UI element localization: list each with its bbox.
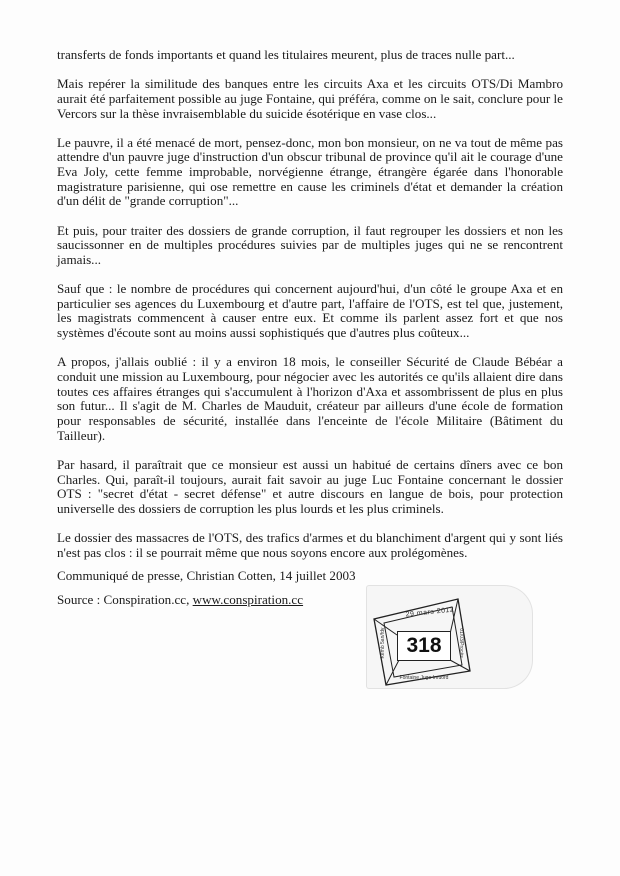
paragraph-7: Par hasard, il paraîtrait que ce monsieur est aussi un habitué de certains dîners avec ce bon Charles. Qui, paraît-il toujours, aurait fait savoir au juge Luc Fontaine concernant le dossier OTS : "secret d'état - secret défense" et autre discours en langue de bois, pour protection universelle des dossiers de corruption les plus lourds et les plus criminels. — [57, 456, 563, 516]
stamp-bottom-text: Fontaine Jugo Inruord — [399, 675, 449, 681]
document-body — [57, 48, 563, 622]
paragraph-2: Mais repérer la similitude des banques entre les circuits Axa et les circuits OTS/Di Mambro aurait été parfaitement possible au juge Fontaine, qui préféra, comme on le sait, conclure pour le Vercors sur la thèse invraisemblable du suicide ésotérique en vase clos... — [57, 76, 563, 121]
stamp-right-text: 01/03/Procès — [458, 628, 464, 658]
paragraph-8: Le dossier des massacres de l'OTS, des trafics d'armes et du blanchiment d'argent qui y sont liés n'est pas clos : il se pourrait même que nous soyons encore aux prolégomènes. — [57, 530, 563, 560]
source-link[interactable]: www.conspiration.cc — [192, 592, 304, 608]
paragraph-6: A propos, j'allais oublié : il y a environ 18 mois, le conseiller Sécurité de Claude Bébéar a conduit une mission au Luxembourg, pour négocier avec les autorités ce qu'ils allaient dire dans toutes ces affaires étranges qui s'accumulent à l'horizon d'Axa et assombrissent de plus en plus son futur... Il s'agit de M. Charles de Mauduit, créateur par ailleurs d'une école de formation pour responsables de sécurité, installée dans l'enceinte de l'école Militaire (Bâtiment du Tailleur). — [57, 354, 563, 443]
stamp-number: 318 — [397, 631, 451, 661]
stamp-date: 29 mars 2012 — [405, 606, 455, 619]
paragraph-4: Et puis, pour traiter des dossiers de grande corruption, il faut regrouper les dossiers et non les saucissonner en de multiples procédures suivies par de multiples juges qui ne se rencontrent jamais... — [57, 222, 563, 267]
paragraph-5: Sauf que : le nombre de procédures qui concernent aujourd'hui, d'un côté le groupe Axa et en particulier ses agences du Luxembourg et d'autre part, l'affaire de l'OTS, est tel que, justement, les magistrats commencent à causer entre eux. Et comme ils parlent assez fort et que nos systèmes d'écoute sont au moins aussi sophistiqués que d'autres plus coûteux... — [57, 281, 563, 341]
registration-stamp — [372, 597, 472, 687]
stamp-left-text: Kemb 5an/fdv — [380, 627, 386, 659]
paragraph-3: Le pauvre, il a été menacé de mort, pensez-donc, mon bon monsieur, on ne va tout de même pas attendre d'un pauvre juge d'instruction d'un obscur tribunal de province qu'il ait le courage d'une Eva Joly, cette femme improbable, norvégienne étrange, étrangère égarée dans l'honorable magistrature parisienne, qui ose remettre en cause les criminels d'état et demander la création d'un délit de "grande corruption"... — [57, 134, 563, 209]
source-prefix: Source : Conspiration.cc, — [57, 592, 193, 608]
press-release-credit: Communiqué de presse, Christian Cotten, 14 juillet 2003 — [57, 568, 356, 584]
paragraph-1: transferts de fonds importants et quand les titulaires meurent, plus de traces nulle part... — [57, 47, 515, 62]
